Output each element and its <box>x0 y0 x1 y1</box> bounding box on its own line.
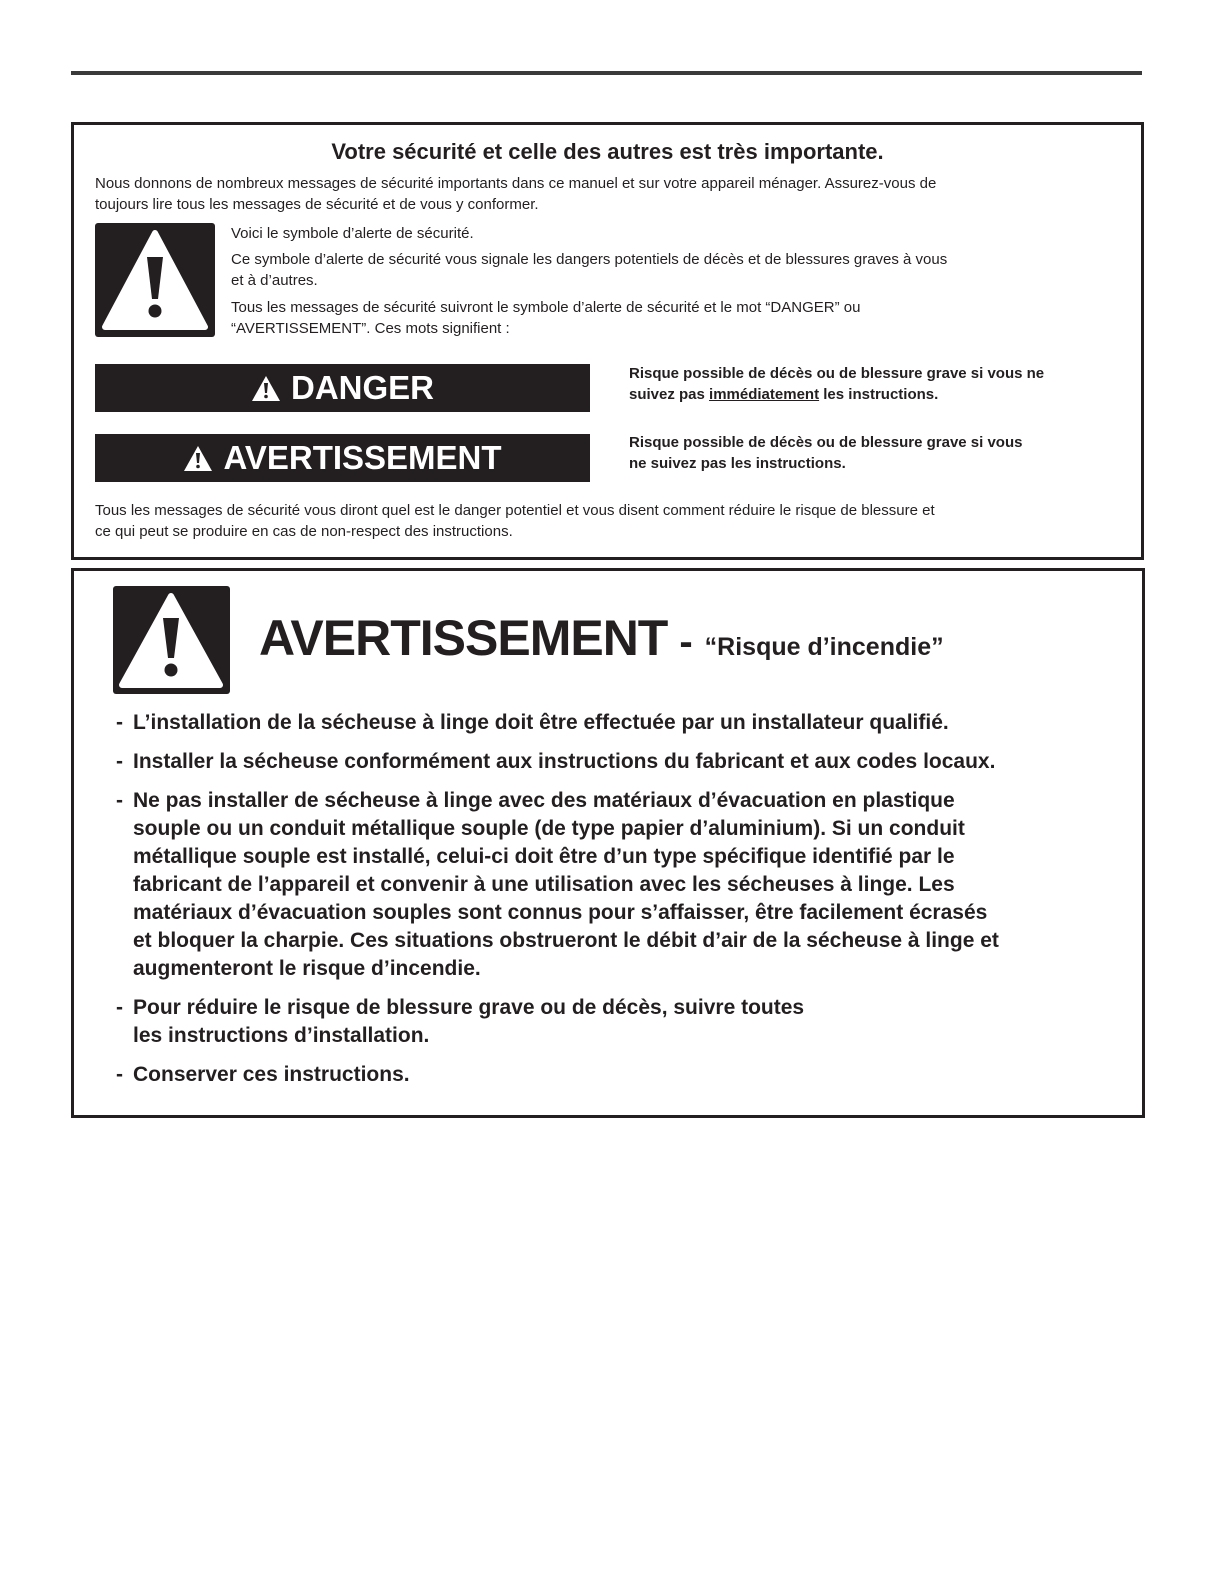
warning-list-line: et bloquer la charpie. Ces situations obstrueront le débit d’air de la sécheuse à linge et <box>133 929 999 952</box>
signal-words-text <box>231 297 1111 339</box>
warning-list-item <box>116 787 1126 983</box>
warning-bar <box>95 434 590 482</box>
bullet-dash: - <box>116 1063 123 1086</box>
warning-triangle-icon <box>251 375 281 402</box>
warning-desc-line: ne suivez pas les instructions. <box>629 455 846 472</box>
signal-words-line: “AVERTISSEMENT”. Ces mots signifient : <box>231 320 510 337</box>
warning-list-item <box>116 748 1126 776</box>
warning-list-line: Pour réduire le risque de blessure grave ou de décès, suivre toutes <box>133 996 805 1019</box>
warning-list-item <box>116 709 1126 737</box>
safety-box-title: Votre sécurité et celle des autres est très importante. <box>331 139 884 164</box>
signal-words-line: Tous les messages de sécurité suivront le symbole d’alerte de sécurité et le mot “DANGER” ou <box>231 299 861 316</box>
warning-label: AVERTISSEMENT <box>223 439 502 476</box>
top-rule <box>71 71 1142 75</box>
warning-list-item <box>116 1061 1126 1089</box>
warning-list-line: Ne pas installer de sécheuse à linge avec des matériaux d’évacuation en plastique <box>133 789 955 812</box>
danger-desc-emphasis: immédiatement <box>709 386 820 403</box>
warning-list-line: L’installation de la sécheuse à linge doit être effectuée par un installateur qualifié. <box>133 711 949 734</box>
warning-list-line: métallique souple est installé, celui-ci doit être d’un type spécifique identifié par le <box>133 845 955 868</box>
footer-line: Tous les messages de sécurité vous diront quel est le danger potentiel et vous disent comment réduire le risque de blessure et <box>95 502 935 519</box>
warning-list-line: Conserver ces instructions. <box>133 1063 410 1086</box>
intro-line: Nous donnons de nombreux messages de sécurité importants dans ce manuel et sur votre appareil ménager. Assurez-vous de <box>95 175 937 192</box>
danger-bar <box>95 364 590 412</box>
warning-description <box>629 432 1022 474</box>
symbol-meaning-line: et à d’autres. <box>231 272 318 289</box>
warning-desc-line: Risque possible de décès ou de blessure grave si vous <box>629 434 1023 451</box>
warning-list-line: Installer la sécheuse conformément aux instructions du fabricant et aux codes locaux. <box>133 750 996 773</box>
warning-list-line: fabricant de l’appareil et convenir à une utilisation avec les sécheuses à linge. Les <box>133 873 955 896</box>
bullet-dash: - <box>116 789 123 812</box>
safety-info-box <box>71 122 1144 560</box>
bullet-dash: - <box>116 996 123 1019</box>
warning-list-line: matériaux d’évacuation souples sont connus pour s’affaisser, être facilement écrasés <box>133 901 988 924</box>
warning-list-item <box>116 994 1126 1050</box>
safety-alert-icon <box>113 586 230 694</box>
footer-line: ce qui peut se produire en cas de non-respect des instructions. <box>95 523 513 540</box>
danger-description <box>629 363 1044 405</box>
danger-desc-line <box>629 384 1044 405</box>
safety-alert-icon <box>95 223 215 337</box>
warning-list-line: souple ou un conduit métallique souple (de type papier d’aluminium). Si un conduit <box>133 817 965 840</box>
warning-heading <box>259 609 944 667</box>
warning-title: AVERTISSEMENT <box>259 610 668 666</box>
symbol-meaning-line: Ce symbole d’alerte de sécurité vous signale les dangers potentiels de décès et de blessures graves à vous <box>231 251 948 268</box>
danger-label: DANGER <box>290 369 434 406</box>
intro-line: toujours lire tous les messages de sécurité et de vous y conformer. <box>95 196 539 213</box>
bullet-dash: - <box>116 711 123 734</box>
warning-list-line: augmenteront le risque d’incendie. <box>133 957 481 980</box>
symbol-meaning-text <box>231 249 1111 291</box>
warning-list <box>116 709 1126 1100</box>
warning-list-line: les instructions d’installation. <box>133 1024 430 1047</box>
title-dash: - <box>679 620 693 664</box>
symbol-description: Voici le symbole d’alerte de sécurité. <box>231 225 474 242</box>
danger-desc-text: les instructions. <box>819 386 939 403</box>
danger-desc-line: Risque possible de décès ou de blessure grave si vous ne <box>629 365 1045 382</box>
fire-warning-box <box>71 568 1145 1118</box>
danger-desc-text: suivez pas <box>629 386 710 403</box>
safety-footer-text <box>95 500 1115 542</box>
warning-triangle-icon <box>183 445 213 472</box>
bullet-dash: - <box>116 750 123 773</box>
safety-intro-text <box>95 173 1115 215</box>
warning-subtitle: “Risque d’incendie” <box>704 633 944 661</box>
